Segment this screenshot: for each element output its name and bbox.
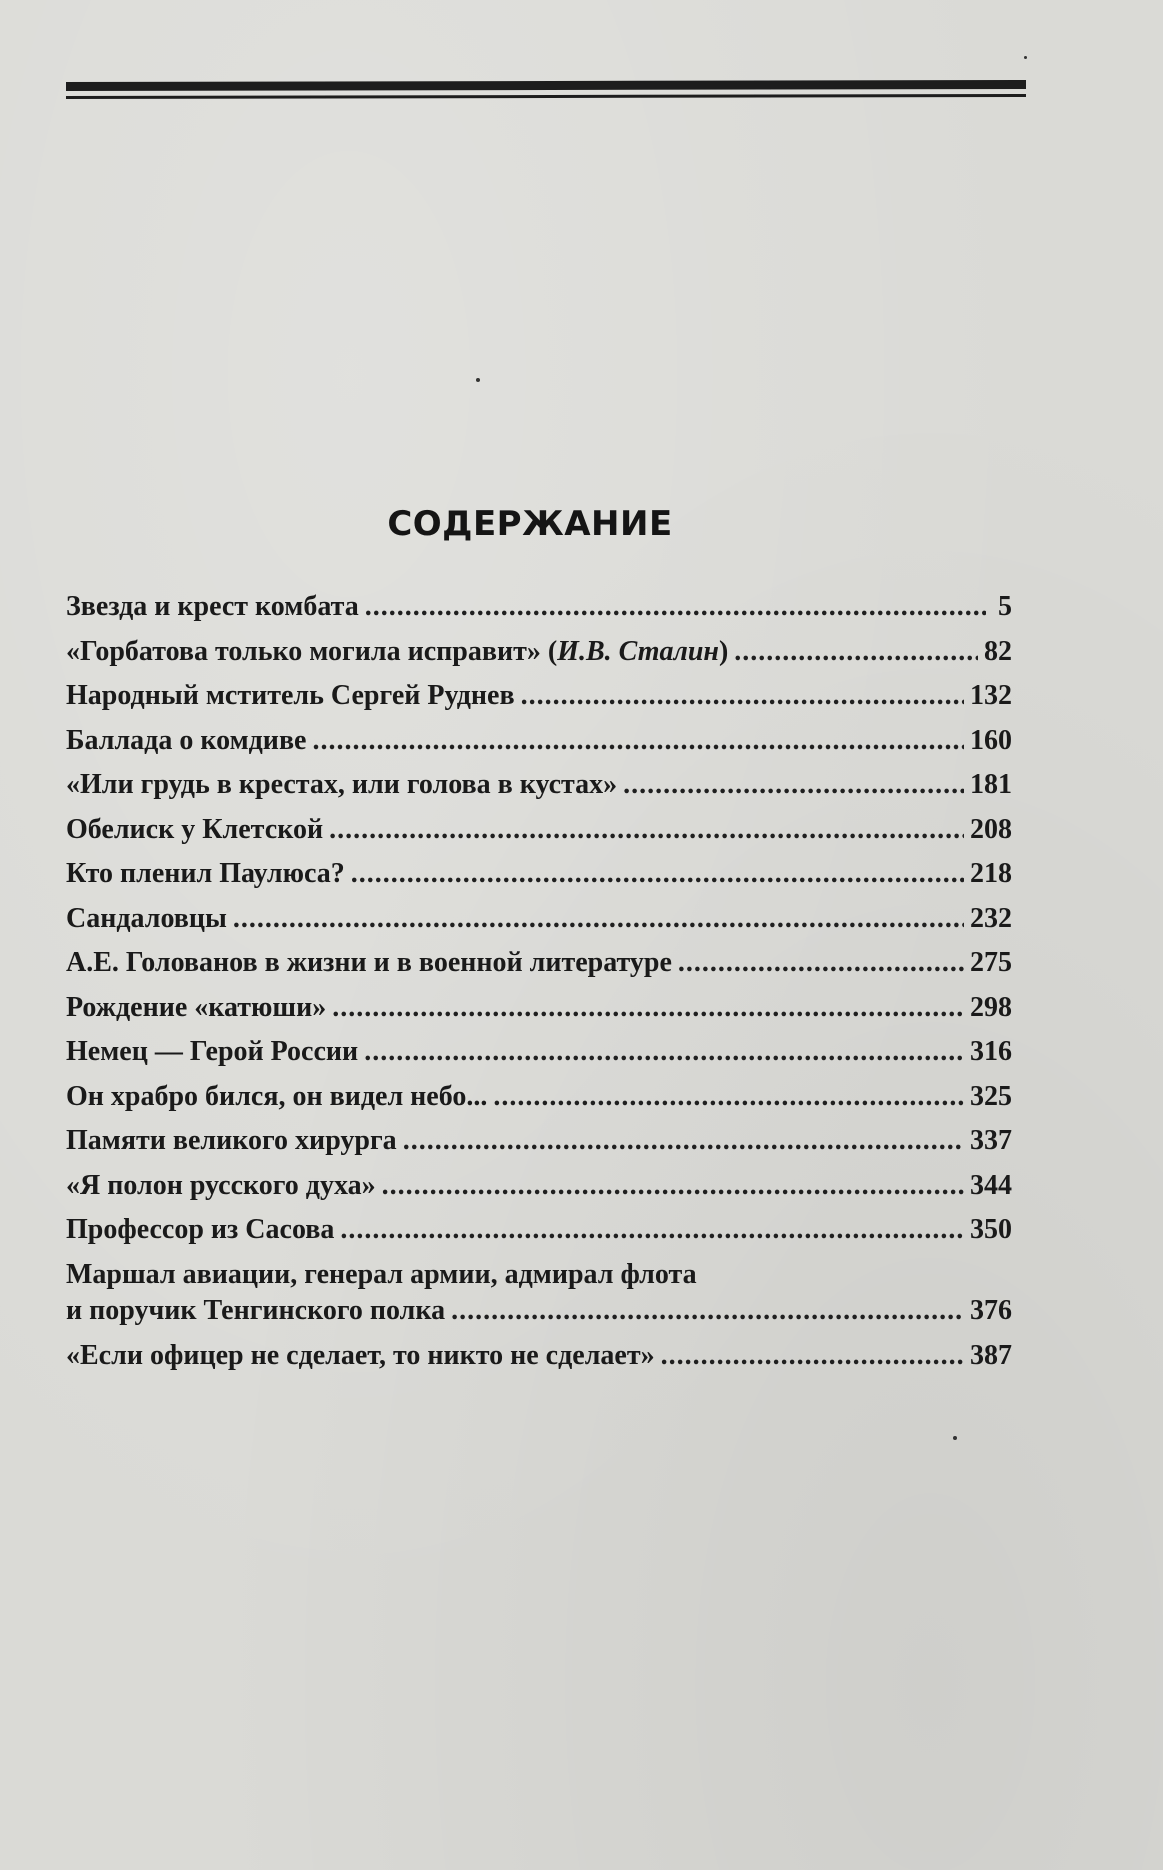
dot-leader (661, 1334, 964, 1379)
toc-entry-title: «Если офицер не сделает, то никто не сделает» (66, 1339, 655, 1371)
toc-entry (66, 1164, 1012, 1209)
toc-entry-page: 82 (984, 635, 1012, 667)
table-of-contents (66, 585, 1012, 1378)
toc-entry-page: 232 (970, 902, 1012, 934)
toc-entry-title: «Или грудь в крестах, или голова в кустах» (66, 769, 618, 800)
toc-entry (66, 897, 1012, 942)
toc-entry-title: Звезда и крест комбата (66, 591, 359, 622)
toc-entry-title: Кто пленил Паулюса? (66, 858, 345, 889)
toc-entry-title-italic: И.В. Сталин (557, 635, 719, 667)
dot-leader (678, 941, 964, 986)
toc-entry (66, 852, 1012, 897)
dot-leader (623, 763, 964, 808)
top-rule-thick (66, 80, 1026, 91)
dot-leader (734, 630, 978, 675)
toc-entry-title: Памяти великого хирурга (66, 1125, 397, 1156)
toc-entry-page: 132 (970, 680, 1012, 711)
dot-leader (340, 1208, 964, 1253)
toc-entry-page: 350 (970, 1214, 1012, 1245)
dot-leader (493, 1075, 964, 1120)
toc-entry (66, 1334, 1012, 1379)
toc-entry (66, 808, 1012, 853)
toc-entry (66, 1075, 1012, 1120)
toc-entry-title-line1: Маршал авиации, генерал армии, адмирал флота (66, 1258, 697, 1290)
dot-leader (521, 674, 964, 719)
toc-entry (66, 719, 1012, 764)
dot-leader (313, 719, 965, 764)
toc-entry-title: Баллада о комдиве (66, 724, 307, 756)
toc-entry-page: 387 (970, 1339, 1012, 1371)
dot-leader (329, 808, 964, 853)
page-title: СОДЕРЖАНИЕ (387, 504, 673, 544)
toc-entry (66, 630, 1012, 675)
toc-entry-title: и поручик Тенгинского полка (66, 1295, 446, 1326)
toc-entry-title: А.Е. Голованов в жизни и в военной литературе (66, 947, 672, 978)
toc-entry-page: 160 (970, 724, 1012, 756)
toc-entry-page: 298 (970, 991, 1012, 1023)
dot-leader (382, 1164, 964, 1209)
toc-entry-page: 218 (970, 858, 1012, 889)
toc-entry-page: 325 (970, 1080, 1012, 1112)
toc-entry (66, 763, 1012, 808)
toc-entry (66, 1030, 1012, 1075)
top-rule-thin (66, 94, 1026, 99)
toc-entry (66, 674, 1012, 719)
toc-entry (66, 986, 1012, 1031)
toc-entry-page: 316 (970, 1036, 1012, 1067)
toc-entry (66, 1119, 1012, 1164)
dot-leader (364, 1030, 964, 1075)
toc-entry-title: Сандаловцы (66, 902, 227, 934)
toc-entry-title: Немец — Герой России (66, 1036, 359, 1067)
toc-entry-page: 275 (970, 947, 1012, 978)
toc-entry-title: Он храбро бился, он видел небо... (66, 1080, 488, 1112)
toc-entry-title: Народный мститель Сергей Руднев (66, 680, 515, 711)
toc-entry-title: Рождение «катюши» (66, 991, 327, 1023)
paper-speck (953, 1436, 957, 1440)
toc-entry-page: 181 (970, 769, 1012, 800)
dot-leader (233, 897, 964, 942)
dot-leader (451, 1289, 964, 1334)
toc-entry-page: 376 (970, 1295, 1012, 1326)
dot-leader (403, 1119, 964, 1164)
toc-entry (66, 1253, 1012, 1334)
toc-entry-title: «Горбатова только могила исправит» (И.В. Сталин) (66, 635, 729, 667)
toc-entry-title: Профессор из Сасова (66, 1214, 335, 1245)
toc-entry (66, 585, 1012, 630)
dot-leader (351, 852, 964, 897)
toc-entry-title: «Я полон русского духа» (66, 1169, 376, 1201)
toc-entry-page: 208 (970, 813, 1012, 845)
toc-entry (66, 1208, 1012, 1253)
dot-leader (332, 986, 964, 1031)
toc-entry-page: 344 (970, 1169, 1012, 1201)
toc-entry-page: 5 (998, 591, 1012, 622)
paper-speck (1024, 56, 1027, 59)
dot-leader (365, 585, 986, 630)
toc-entry-title: Обелиск у Клетской (66, 813, 324, 845)
toc-entry-page: 337 (970, 1125, 1012, 1156)
toc-entry (66, 941, 1012, 986)
paper-speck (476, 378, 480, 382)
